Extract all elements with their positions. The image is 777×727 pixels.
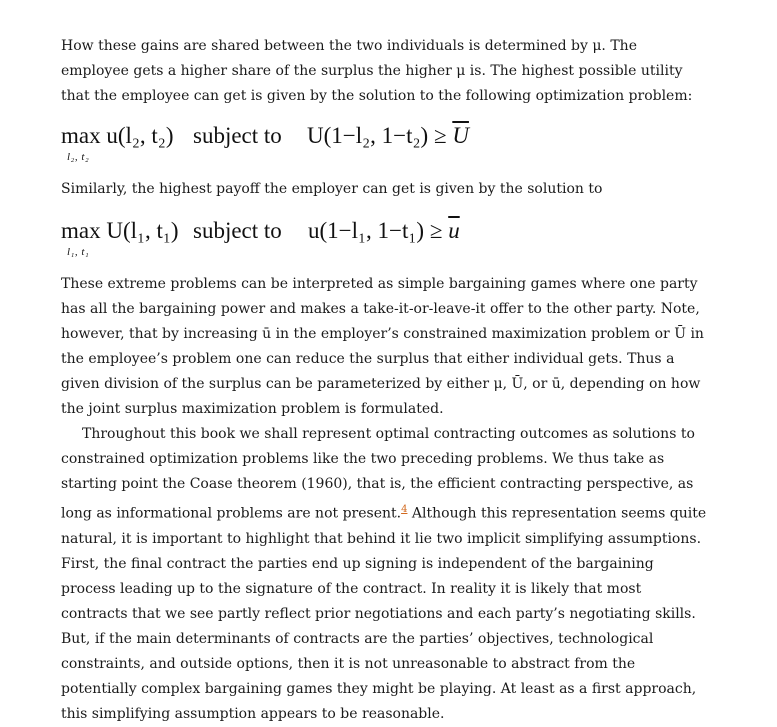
paragraph-employer-intro: Similarly, the highest payoff the employer can get is given by the solution to <box>61 181 603 197</box>
constraint-lhs: u(1−l₁, 1−t₁) ≥ <box>308 218 449 243</box>
page-content <box>61 34 709 727</box>
equation-subscript: l₁, t₁ <box>67 246 90 258</box>
equation-objective: max u(l₂, t₂) <box>61 123 174 148</box>
paragraph-text: Throughout this book we shall represent optimal contracting outcomes as solutions to constrained optimization problems like the two preceding problems. We thus take as starting point the Coase theorem (1960), that is, the efficient contracting perspective, as long as informational problems are not present. <box>61 426 695 522</box>
constraint-bound: $\overline{u}$ <box>448 218 460 243</box>
paragraph-text-continued: Although this representation seems quite natural, it is important to highlight that behind it lie two implicit simplifying assumptions. First, the final contract the parties end up signing is independent of the bargaining process leading up to the signature of the contract. In reality it is likely that most contracts that we see partly reflect prior negotiations and each party’s negotiating skills. But, if the main determinants of contracts are the parties’ objectives, technological constraints, and outside options, then it is not unreasonable to abstract from the potentially complex bargaining games they might be playing. At least as a first approach, this simplifying assumption appears to be reasonable. <box>61 505 707 722</box>
equation-constraint <box>307 123 469 149</box>
paragraph-surplus-sharing: How these gains are shared between the two individuals is determined by μ. The employee gets a higher share of the surplus the higher μ is. The highest possible utility that the employee can get is given by the solution to the following optimization problem: <box>61 38 693 104</box>
equation-employer-problem <box>61 212 709 268</box>
paragraph-coase-theorem <box>61 422 709 727</box>
equation-employee-problem <box>61 117 709 173</box>
equation-constraint <box>308 218 460 244</box>
equation-subject-to: subject to <box>193 123 282 148</box>
equation-objective: max U(l₁, t₁) <box>61 218 179 243</box>
constraint-lhs: U(1−l₂, 1−t₂) ≥ <box>307 123 453 148</box>
equation-subject-to: subject to <box>193 218 282 243</box>
constraint-bound: $\overline{U}$ <box>452 123 469 148</box>
paragraph-bargaining-games: These extreme problems can be interpreted as simple bargaining games where one party has all the bargaining power and makes a take-it-or-leave-it offer to the other party. Note, however, that by increasing ū in the employer’s constrained maximization problem or Ū in the employee’s problem one can reduce the surplus that either individual gets. Thus a given division of the surplus can be parameterized by either μ, Ū, or ū, depending on how the joint surplus maximization problem is formulated. <box>61 276 704 417</box>
equation-subscript: l₂, t₂ <box>67 151 90 163</box>
footnote-link[interactable]: 4 <box>401 504 408 515</box>
